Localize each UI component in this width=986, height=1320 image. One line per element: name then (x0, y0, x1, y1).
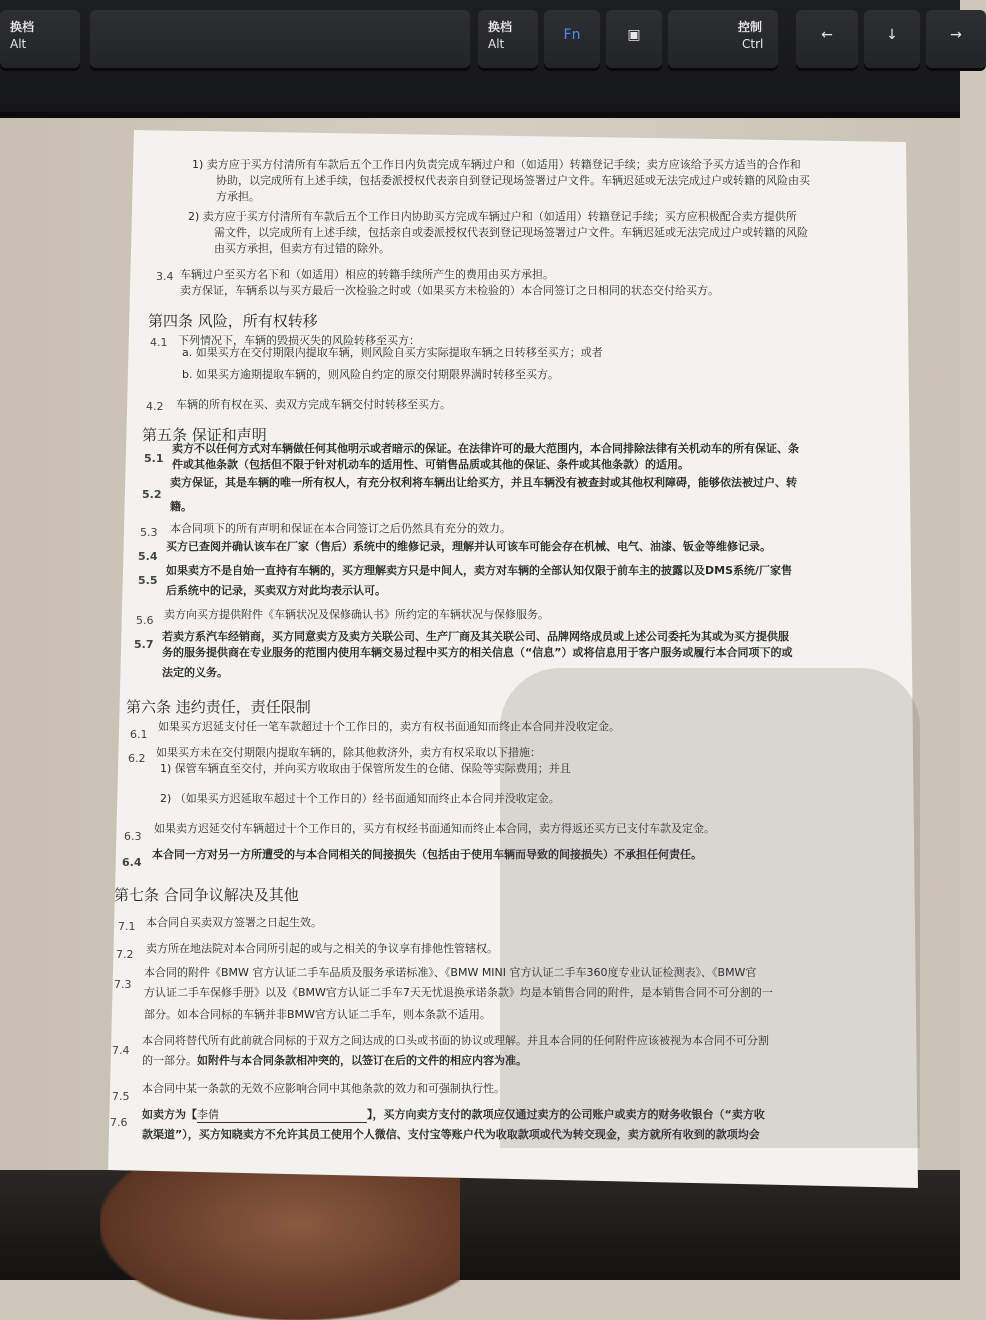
clause-number: 6.1 (130, 728, 148, 741)
clause-6-1: 如果买方迟延支付任一笔车款超过十个工作日的，卖方有权书面通知而终止本合同并没收定金。 (158, 720, 620, 733)
clause-number: 5.5 (138, 574, 158, 587)
clause-7-1: 本合同自买卖双方签署之日起生效。 (146, 916, 322, 929)
arrow-right-icon: → (950, 27, 962, 43)
clause-number: 5.7 (134, 638, 154, 651)
section-7-title: 第七条 合同争议解决及其他 (114, 886, 299, 904)
clause-3-3-2-line3: 由买方承担，但卖方有过错的除外。 (214, 242, 390, 255)
clause-number: 5.3 (140, 526, 158, 539)
clause-number: 6.4 (122, 856, 142, 869)
clause-5-7-line2: 务的服务提供商在专业服务的范围内使用车辆交易过程中买方的相关信息（“信息”）或将信息用于客户服务或履行本合同项下的或 (162, 646, 793, 659)
clause-5-5-line1: 如果卖方不是自始一直持有车辆的，买方理解卖方只是中间人，卖方对车辆的全部认知仅限于前车主的披露以及DMS系统/厂家售 (166, 564, 793, 577)
clause-4-1-b: b. 如果买方逾期提取车辆的，则风险自约定的原交付期限界满时转移至买方。 (182, 368, 559, 381)
clause-number: 4.1 (150, 336, 168, 349)
clause-5-7-line1: 若卖方系汽车经销商，买方同意卖方及卖方关联公司、生产厂商及其关联公司、品牌网络成员或上述公司委托为其或为买方提供服 (162, 630, 789, 643)
clause-6-2-2: 2) （如果买方迟延取车超过十个工作日的）经书面通知而终止本合同并没收定金。 (160, 792, 560, 805)
clause-number: 5.4 (138, 550, 158, 563)
clause-3-4-line2: 卖方保证，车辆系以与买方最后一次检验之时或（如果买方未检验的）本合同签订之日相同的状态交付给买方。 (180, 284, 719, 297)
key-label: Alt (10, 37, 27, 51)
seller-name-field: 李倩 (197, 1108, 367, 1123)
clause-4-1: 下列情况下，车辆的毁损灭失的风险转移至买方： (178, 334, 420, 347)
clause-7-6-line2: 款渠道”），买方知晓卖方不允许其员工使用个人微信、支付宝等账户代为收取款项或代为转交现金，卖方就所有收到的款项均会 (142, 1128, 760, 1141)
clause-5-2-line2: 籍。 (170, 500, 192, 513)
key-label: 控制 (738, 20, 763, 34)
clause-6-3: 如果卖方迟延交付车辆超过十个工作日的，买方有权经书面通知而终止本合同，卖方得返还买方已支付车款及定金。 (154, 822, 715, 835)
clause-7-4-bold: 如附件与本合同条款相冲突的，以签订在后的文件的相应内容为准。 (197, 1054, 527, 1067)
clause-7-3-line1: 本合同的附件《BMW 官方认证二手车品质及服务承诺标准》、《BMW MINI 官方认证二手车360度专业认证检测表》、《BMW官 (144, 966, 757, 979)
key-label: 换档 (10, 20, 35, 34)
key-label: Alt (488, 37, 505, 51)
clause-6-4: 本合同一方对另一方所遭受的与本合同相关的间接损失（包括由于使用车辆而导致的间接损失）不承担任何责任。 (152, 848, 702, 861)
clause-number: 7.3 (114, 978, 132, 991)
clause-5-5-line2: 后系统中的记录，买卖双方对此均表示认可。 (166, 584, 386, 597)
clause-number: 6.2 (128, 752, 146, 765)
clause-7-6-prefix: 如卖方为【 (142, 1108, 197, 1121)
clause-7-6-line1 (142, 1108, 765, 1123)
section-4-title: 第四条 风险，所有权转移 (148, 312, 318, 330)
clause-number: 4.2 (146, 400, 164, 413)
clause-number: 7.2 (116, 948, 134, 961)
clause-7-4-line2 (142, 1054, 527, 1068)
clause-7-2: 卖方所在地法院对本合同所引起的或与之相关的争议享有排他性管辖权。 (146, 942, 498, 955)
section-5-title: 第五条 保证和声明 (142, 426, 267, 444)
clause-3-3-1-line3: 方承担。 (216, 190, 260, 203)
clause-5-4: 买方已查阅并确认该车在厂家（售后）系统中的维修记录，理解并认可该车可能会存在机械、电气、油漆、钣金等维修记录。 (166, 540, 771, 553)
key-label: Ctrl (742, 37, 764, 51)
section-6-title: 第六条 违约责任，责任限制 (126, 698, 311, 716)
clause-number: 7.1 (118, 920, 136, 933)
arrow-left-icon: ← (821, 27, 833, 43)
clause-5-1-line1: 卖方不以任何方式对车辆做任何其他明示或者暗示的保证。在法律许可的最大范围内，本合同排除法律有关机动车的所有保证、条 (172, 442, 799, 455)
clause-7-6-suffix: 】，买方向卖方支付的款项应仅通过卖方的公司账户或卖方的财务收银台（“卖方收 (367, 1108, 765, 1121)
clause-3-3-2-line1: 2) 卖方应于买方付清所有车款后五个工作日内协助买方完成车辆过户和（如适用）转籍登记手续；买方应积极配合卖方提供所 (188, 210, 797, 223)
key-label: Fn (563, 27, 581, 43)
clause-5-6: 卖方向买方提供附件《车辆状况及保修确认书》所约定的车辆状况与保修服务。 (164, 608, 549, 621)
clause-7-4-normal: 的一部分。 (142, 1054, 197, 1067)
clause-3-3-2-line2: 需文件，以完成所有上述手续，包括亲自或委派授权代表到登记现场签署过户文件。车辆迟延或无法完成过户或转籍的风险 (214, 226, 808, 239)
menu-icon: ▣ (627, 27, 641, 43)
clause-7-3-line3: 部分。如本合同标的车辆并非BMW官方认证二手车，则本条款不适用。 (144, 1008, 491, 1021)
clause-number: 5.6 (136, 614, 154, 627)
clause-4-1-a: a. 如果买方在交付期限内提取车辆，则风险自买方实际提取车辆之日转移至买方；或者 (182, 346, 603, 359)
clause-number: 3.4 (156, 270, 174, 283)
arrow-down-icon: ↓ (886, 27, 898, 43)
clause-5-2-line1: 卖方保证，其是车辆的唯一所有权人，有充分权利将车辆出让给买方，并且车辆没有被查封或其他权利障碍，能够依法被过户、转 (170, 476, 797, 489)
clause-6-2-1: 1) 保管车辆直至交付，并向买方收取由于保管所发生的仓储、保险等实际费用；并且 (160, 762, 571, 775)
clause-7-4-line1: 本合同将替代所有此前就合同标的于双方之间达成的口头或书面的协议或理解。并且本合同的任何附件应该被视为本合同不可分割 (142, 1034, 769, 1047)
clause-3-3-1-line1: 1) 卖方应于买方付清所有车款后五个工作日内负责完成车辆过户和（如适用）转籍登记手续；卖方应该给予买方适当的合作和 (192, 158, 801, 171)
clause-number: 7.5 (112, 1090, 130, 1103)
clause-5-7-line3: 法定的义务。 (162, 666, 228, 679)
clause-number: 6.3 (124, 830, 142, 843)
clause-5-1-line2: 件或其他条款（包括但不限于针对机动车的适用性、可销售品质或其他的保证、条件或其他条款）的适用。 (172, 458, 689, 471)
clause-6-2: 如果买方未在交付期限内提取车辆的，除其他救济外，卖方有权采取以下措施： (156, 746, 541, 759)
clause-number: 7.6 (110, 1116, 128, 1129)
clause-number: 7.4 (112, 1044, 130, 1057)
clause-number: 5.2 (142, 488, 162, 501)
clause-7-3-line2: 方认证二手车保修手册》以及《BMW官方认证二手车7天无忧退换承诺条款》均是本销售合同的附件，是本销售合同不可分割的一 (144, 986, 773, 999)
clause-5-3: 本合同项下的所有声明和保证在本合同签订之后仍然具有充分的效力。 (170, 522, 511, 535)
clause-3-4-line1: 车辆过户至买方名下和（如适用）相应的转籍手续所产生的费用由买方承担。 (180, 268, 554, 281)
clause-7-5: 本合同中某一条款的无效不应影响合同中其他条款的效力和可强制执行性。 (142, 1082, 505, 1095)
key-label: 换档 (488, 20, 513, 34)
clause-4-2: 车辆的所有权在买、卖双方完成车辆交付时转移至买方。 (176, 398, 451, 411)
clause-number: 5.1 (144, 452, 164, 465)
clause-3-3-1-line2: 协助，以完成所有上述手续，包括委派授权代表亲自到登记现场签署过户文件。车辆迟延或无法完成过户或转籍的风险由买 (216, 174, 810, 187)
